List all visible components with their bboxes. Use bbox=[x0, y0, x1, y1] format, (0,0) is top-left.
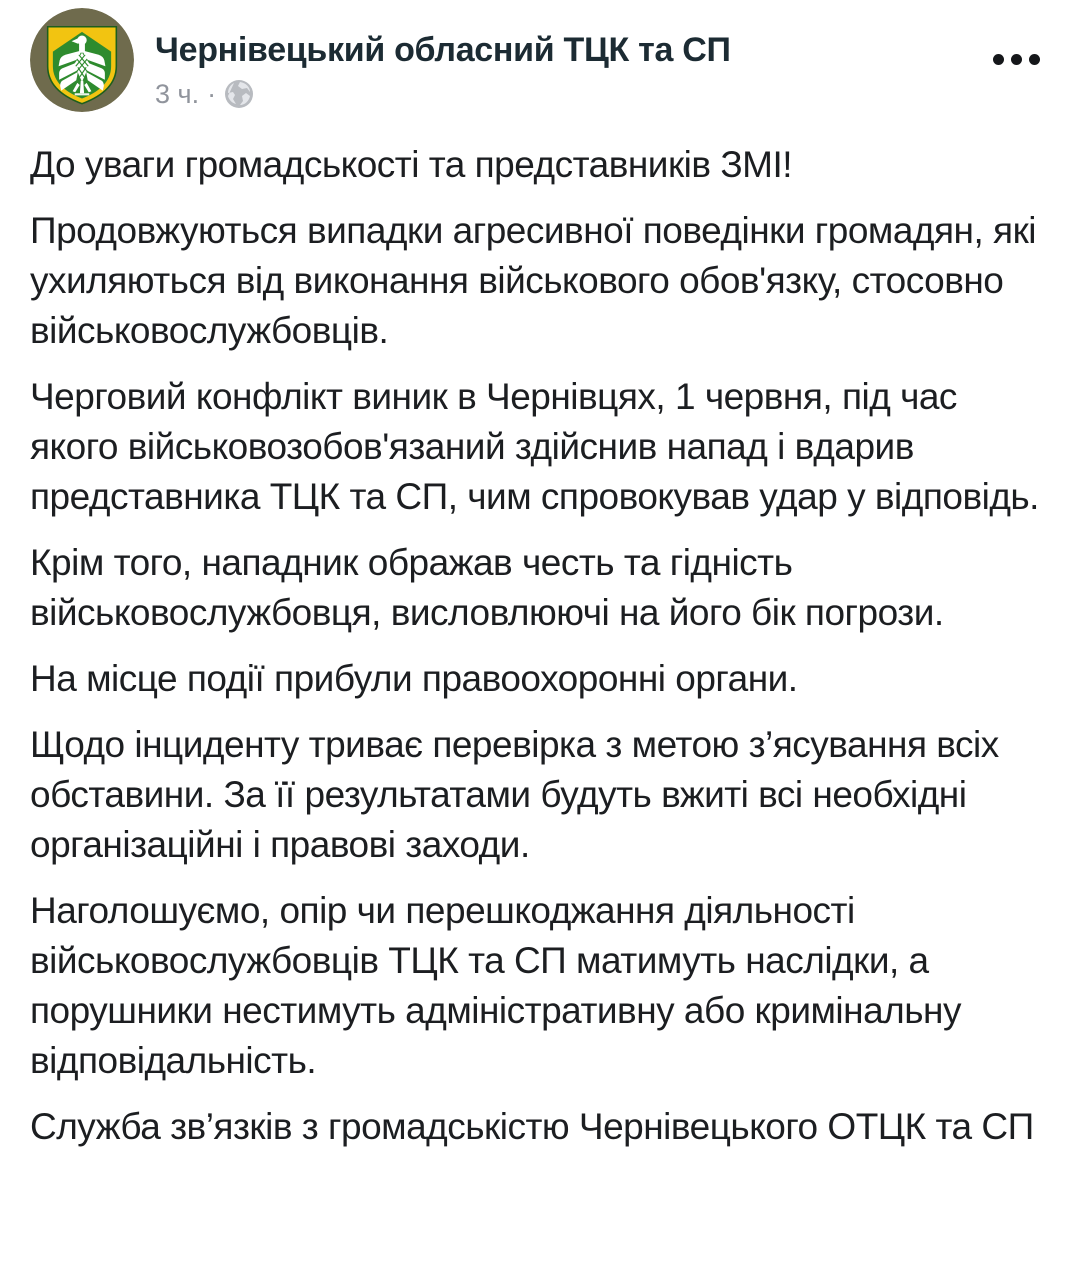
post-header bbox=[0, 0, 1080, 112]
unit-emblem-icon bbox=[30, 8, 134, 112]
post-paragraph: Черговий конфлікт виник в Чернівцях, 1 червня, під час якого військовозобов'язаний здійснив напад і вдарив представника ТЦК та СП, чим спровокував удар у відповідь. bbox=[30, 376, 1039, 517]
post-paragraph: На місце події прибули правоохоронні органи. bbox=[30, 658, 798, 699]
dot-icon bbox=[993, 54, 1004, 65]
post-paragraph: Щодо інциденту триває перевірка з метою з’ясування всіх обставини. За її результатами будуть вжиті всі необхідні організаційні і правові заходи. bbox=[30, 724, 999, 865]
post-text bbox=[0, 140, 1080, 1152]
post-paragraph: Наголошуємо, опір чи перешкоджання діяльності військовослужбовців ТЦК та СП матимуть наслідки, а порушники нестимуть адміністративну або кримінальну відповідальність. bbox=[30, 890, 961, 1081]
privacy-globe-icon bbox=[224, 79, 254, 109]
meta-separator: · bbox=[207, 79, 217, 109]
post-paragraph: Служба зв’язків з громадськістю Чернівецького ОТЦК та СП bbox=[30, 1106, 1034, 1147]
header-info bbox=[155, 8, 731, 109]
post-paragraph: До уваги громадськості та представників ЗМІ! bbox=[30, 144, 793, 185]
dot-icon bbox=[1011, 54, 1022, 65]
post-meta bbox=[155, 79, 731, 109]
more-options-button[interactable] bbox=[987, 48, 1046, 71]
post-paragraph: Продовжуються випадки агресивної поведінки громадян, які ухиляються від виконання військового обов'язку, стосовно військовослужбовців. bbox=[30, 210, 1036, 351]
post-paragraph: Крім того, нападник ображав честь та гідність військовослужбовця, висловлюючі на його бік погрози. bbox=[30, 542, 944, 633]
dot-icon bbox=[1029, 54, 1040, 65]
page-avatar[interactable] bbox=[30, 8, 134, 112]
page-name-link[interactable]: Чернівецький обласний ТЦК та СП bbox=[155, 31, 731, 69]
timestamp-link[interactable]: 3 ч. bbox=[155, 79, 200, 109]
